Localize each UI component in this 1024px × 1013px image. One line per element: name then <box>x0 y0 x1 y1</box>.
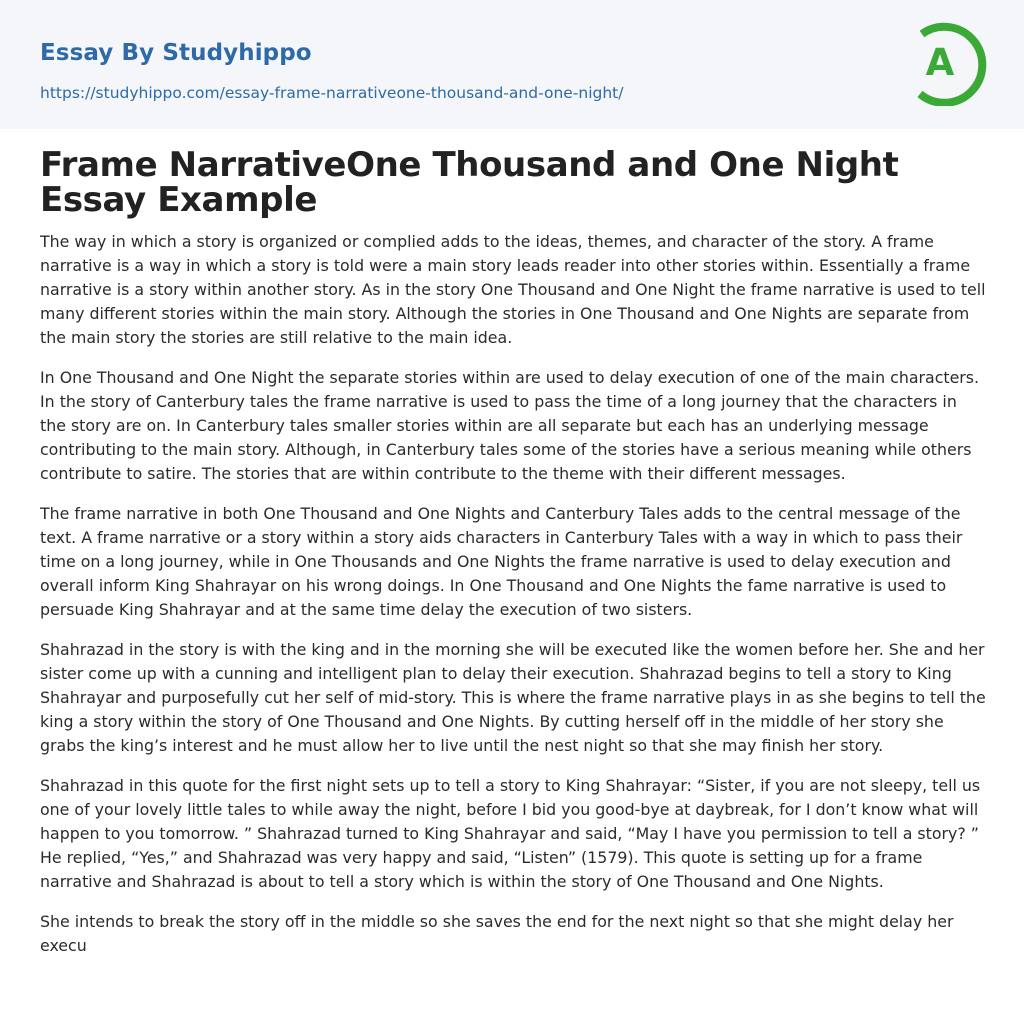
studyhippo-logo[interactable] <box>910 18 988 106</box>
article-paragraph: In One Thousand and One Night the separate stories within are used to delay execution of one of the main characters. In the story of Canterbury tales the frame narrative is used to pass the time of a long journey that the characters in the story are on. In Canterbury tales smaller stories within are all separate but each has an underlying message contributing to the main story. Although, in Canterbury tales some of the stories have a serious meaning while others contribute to satire. The stories that are within contribute to the theme with their different messages. <box>40 368 980 483</box>
article <box>40 145 986 974</box>
article-paragraph: The frame narrative in both One Thousand and One Nights and Canterbury Tales adds to the central message of the text. A frame narrative or a story within a story aids characters in Canterbury Tales with a way in which to pass their time on a long journey, while in One Thousands and One Nights the frame narrative is used to delay execution and overall inform King Shahrayar on his wrong doings. In One Thousand and One Nights the fame narrative is used to persuade King Shahrayar and at the same time delay the execution of two sisters. <box>40 504 963 619</box>
article-paragraph: She intends to break the story off in the middle so she saves the end for the next night so that she might delay her execu <box>40 912 954 955</box>
site-header <box>0 0 1024 129</box>
article-paragraph: Shahrazad in this quote for the first night sets up to tell a story to King Shahrayar: “Sister, if you are not sleepy, tell us one of your lovely little tales to while away the night, before I bid you good-bye at daybreak, for I don’t know what will happen to you tomorrow. ” Shahrazad turned to King Shahrayar and said, “May I have you permission to tell a story? ” He replied, “Yes,” and Shahrazad was very happy and said, “Listen” (1579). This quote is setting up for a frame narrative and Shahrazad is about to tell a story which is within the story of One Thousand and One Nights. <box>40 776 981 891</box>
article-url-link[interactable]: https://studyhippo.com/essay-frame-narrativeone-thousand-and-one-night/ <box>40 84 624 102</box>
brand-title[interactable]: Essay By Studyhippo <box>40 40 312 66</box>
article-paragraph: The way in which a story is organized or complied adds to the ideas, themes, and character of the story. A frame narrative is a way in which a story is told were a main story leads reader into other stories within. Essentially a frame narrative is a story within another story. As in the story One Thousand and One Night the frame narrative is used to tell many different stories within the main story. Although the stories in One Thousand and One Nights are separate from the main story the stories are still relative to the main idea. <box>40 232 986 347</box>
article-title: Frame NarrativeOne Thousand and One Night Essay Example <box>40 145 899 220</box>
article-paragraph: Shahrazad in the story is with the king and in the morning she will be executed like the women before her. She and her sister come up with a cunning and intelligent plan to delay their execution. Shahrazad begins to tell a story to King Shahrayar and purposefully cut her self of mid-story. This is where the frame narrative plays in as she begins to tell the king a story within the story of One Thousand and One Nights. By cutting herself off in the middle of her story she grabs the king’s interest and he must allow her to live until the nest night so that she may finish her story. <box>40 640 986 755</box>
logo-letter: A <box>925 41 955 84</box>
